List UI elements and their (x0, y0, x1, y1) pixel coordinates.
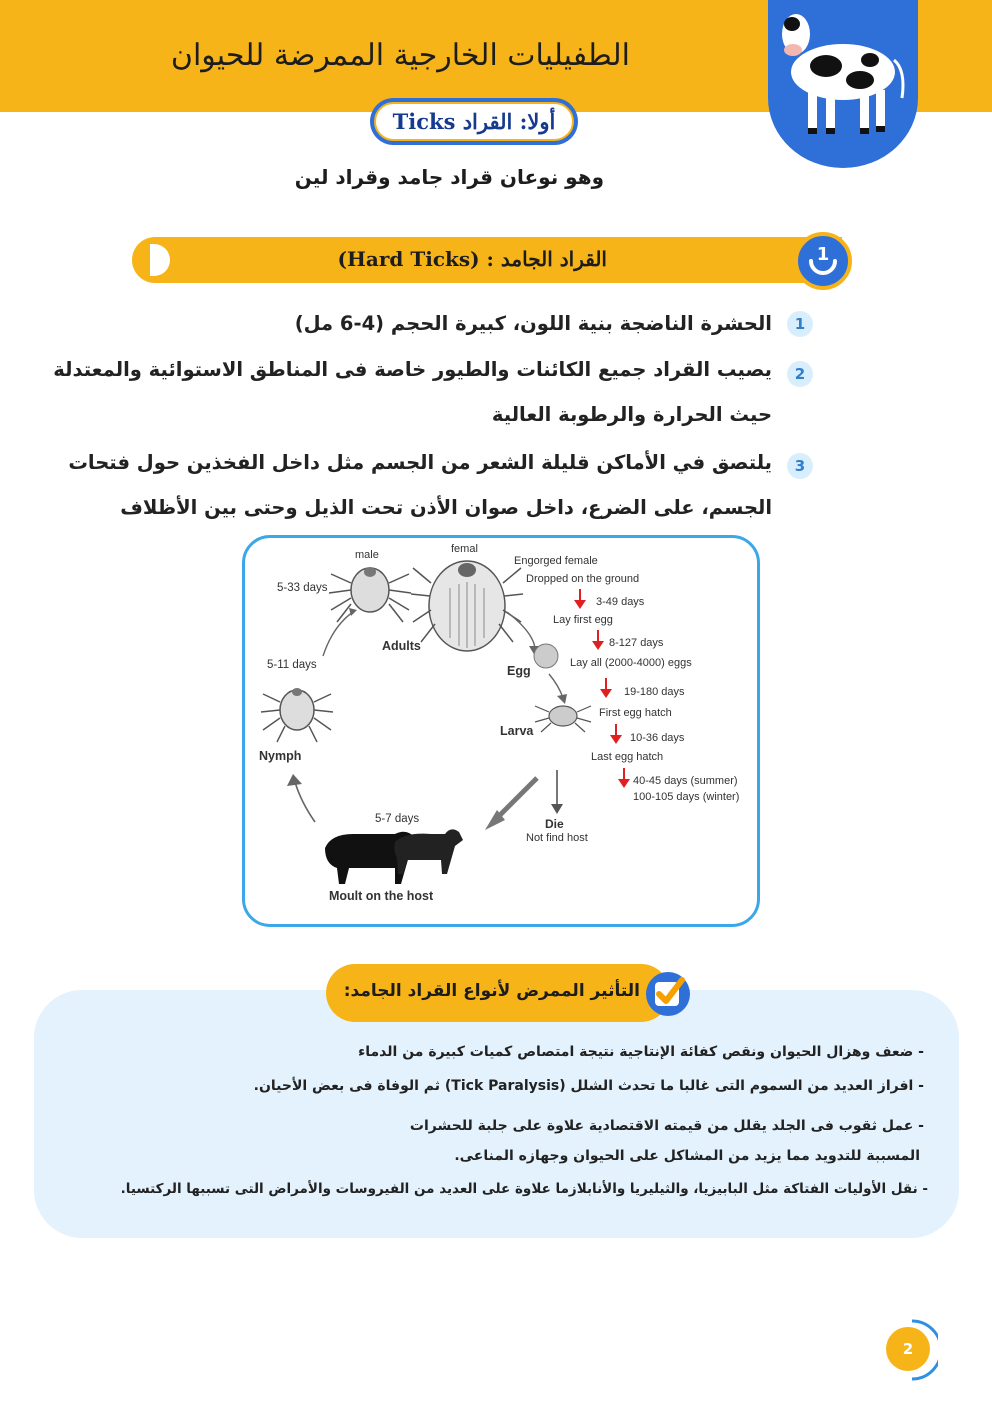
nymph-days: 5-11 days (267, 659, 317, 671)
step-19-180-days: 19-180 days (624, 686, 685, 698)
effect-line-4: المسببة للتدويد مما يزيد من المشاكل على الحيوان وجهازه المناعى. (454, 1148, 920, 1164)
hard-ticks-number: 1 (816, 244, 830, 265)
nymph-tick-icon (261, 688, 333, 742)
egg-label: Egg (507, 664, 531, 678)
step-winter-days: 100-105 days (winter) (633, 791, 740, 803)
effect-line-5: - نقل الأوليات الفتاكة مثل البابيزيا، والثيليريا والأنابلازما علاوة على العديد من الفيروسات والأمراض التى تسببها الركتسيا. (120, 1181, 928, 1197)
cow-icon (768, 0, 918, 168)
effect-line-3: - عمل ثقوب فى الجلد يقلل من قيمته الاقتصادية علاوة على جلبة للحشرات (409, 1118, 924, 1134)
ticks-intro: وهو نوعان قراد جامد وقراد لين (294, 165, 604, 189)
tick-life-cycle-diagram (245, 538, 757, 924)
adults-label: Adults (382, 639, 421, 653)
number-one-icon (798, 236, 848, 286)
checkmark-icon (646, 972, 690, 1016)
step-lay-first-egg: Lay first egg (553, 614, 613, 626)
checkmark-badge (646, 972, 690, 1016)
effect-line-1: - ضعف وهزال الحيوان ونقص كفائة الإنتاجية نتيجة امتصاص كميات كبيرة من الدماء (358, 1044, 924, 1060)
section-one-label: أولا: القراد Ticks (392, 109, 556, 134)
point-3-line-2: الجسم، على الضرع، داخل صوان الأذن تحت الذيل وحتى بين الأظلاف (120, 496, 772, 519)
step-lay-all-eggs: Lay all (2000-4000) eggs (570, 657, 692, 669)
female-label: femal (451, 543, 478, 555)
die-label: Die (545, 817, 564, 831)
cattle-host-icon (325, 829, 463, 884)
hard-ticks-number-badge (794, 232, 852, 290)
step-dropped: Dropped on the ground (526, 573, 640, 585)
nymph-label: Nymph (259, 749, 302, 763)
page-number: 2 (886, 1327, 930, 1371)
cow-badge (768, 0, 918, 168)
step-last-egg-hatch: Last egg hatch (591, 751, 664, 763)
step-summer-days: 40-45 days (summer) (633, 775, 738, 787)
moult-label: Moult on the host (329, 889, 434, 903)
point-3-line-1: يلتصق في الأماكن قليلة الشعر من الجسم مثل داخل الفخذين حول فتحات (68, 451, 772, 474)
adults-days: 5-33 days (277, 582, 328, 594)
step-8-127-days: 8-127 days (609, 637, 664, 649)
point-1-number: 1 (787, 311, 813, 337)
female-tick-icon (411, 561, 523, 651)
larva-tick-icon (535, 706, 591, 732)
effect-line-2: - افراز العديد من السموم التى غالبا ما تحدث الشلل (Tick Paralysis) ثم الوفاة فى بعض الأحيان. (253, 1078, 924, 1094)
larva-label: Larva (500, 724, 534, 738)
point-2-number: 2 (787, 361, 813, 387)
point-2-line-2: حيث الحرارة والرطوبة العالية (491, 403, 772, 426)
male-tick-icon (329, 567, 411, 622)
host-days: 5-7 days (375, 813, 420, 825)
step-10-36-days: 10-36 days (630, 732, 685, 744)
section-one-pill (374, 102, 574, 141)
point-1-line-1: الحشرة الناضجة بنية اللون، كبيرة الحجم (4-6 مل) (294, 312, 772, 335)
effects-box (34, 990, 959, 1238)
point-3-number: 3 (787, 453, 813, 479)
page-title: الطفيليات الخارجية الممرضة للحيوان (170, 38, 630, 73)
step-3-49-days: 3-49 days (596, 596, 645, 608)
hard-ticks-title: القراد الجامد : (Hard Ticks) (337, 247, 607, 271)
step-first-egg-hatch: First egg hatch (599, 707, 672, 719)
point-2-line-1: يصيب القراد جميع الكائنات والطيور خاصة فى المناطق الاستوائية والمعتدلة (53, 358, 772, 381)
not-find-host-label: Not find host (526, 832, 588, 844)
step-engorged-female: Engorged female (514, 555, 598, 567)
effects-title: التأثير الممرض لأنواع القراد الجامد: (343, 981, 640, 1001)
male-label: male (355, 549, 379, 561)
